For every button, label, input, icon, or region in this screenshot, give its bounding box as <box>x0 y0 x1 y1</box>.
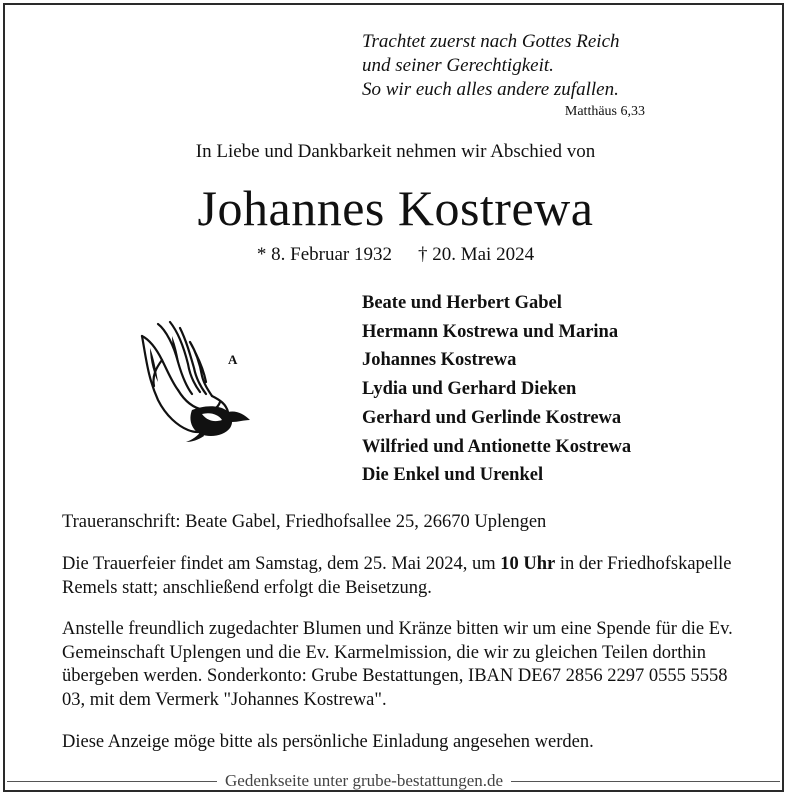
footer-divider <box>7 781 217 782</box>
death-date: † 20. Mai 2024 <box>417 244 535 265</box>
mourner-entry: Wilfried und Antionette Kostrewa <box>362 436 632 457</box>
praying-hands-icon <box>132 318 252 446</box>
mourners-list <box>362 289 631 490</box>
mourner-entry: Johannes Kostrewa <box>362 350 517 371</box>
ceremony-text-end: in der Friedhofskapelle Remels statt; anschließend erfolgt die Beisetzung. <box>62 554 732 598</box>
intro-text: In Liebe und Dankbarkeit nehmen wir Abschied von <box>195 141 596 162</box>
verse-line: und seiner Gerechtigkeit. <box>362 55 554 76</box>
ceremony-text-start: Die Trauerfeier findet am Samstag, dem 25. Mai 2024, um <box>62 554 501 574</box>
mourner-entry: Die Enkel und Urenkel <box>362 465 544 486</box>
footer <box>3 770 784 792</box>
funeral-ceremony-text <box>62 553 742 600</box>
mourner-entry: Gerhard und Gerlinde Kostrewa <box>362 407 622 428</box>
life-dates <box>0 244 791 266</box>
mourning-address: Traueranschrift: Beate Gabel, Friedhofsallee 25, 26670 Uplengen <box>62 512 547 532</box>
mourner-entry: Hermann Kostrewa und Marina <box>362 321 619 342</box>
mourner-entry: Lydia und Gerhard Dieken <box>362 379 577 400</box>
deceased-name: Johannes Kostrewa <box>197 180 594 236</box>
verse-source: Matthäus 6,33 <box>564 104 645 119</box>
memorial-page-link[interactable]: Gedenkseite unter grube-bestattungen.de <box>225 771 504 790</box>
donation-text: Anstelle freundlich zugedachter Blumen und Kränze bitten wir um eine Spende für die Ev. Gemeinschaft Uplengen und die Ev. Karmelmission, die wir zu gleichen Teilen dorthin übergeben werden. Sonderkonto: Grube Bestattungen, IBAN DE67 2856 2297 0555 5558 03, mit dem Vermerk "Johannes Kostrewa". <box>62 619 733 710</box>
invitation-text: Diese Anzeige möge bitte als persönliche Einladung angesehen werden. <box>62 732 594 752</box>
artist-monogram: A <box>228 352 238 367</box>
footer-divider <box>511 781 780 782</box>
bible-verse <box>362 30 620 102</box>
mourner-entry: Beate und Herbert Gabel <box>362 293 562 313</box>
verse-line: So wir euch alles andere zufallen. <box>362 79 619 100</box>
birth-date: * 8. Februar 1932 <box>256 244 392 265</box>
verse-line: Trachtet zuerst nach Gottes Reich <box>362 31 620 52</box>
ceremony-time: 10 Uhr <box>500 554 556 574</box>
